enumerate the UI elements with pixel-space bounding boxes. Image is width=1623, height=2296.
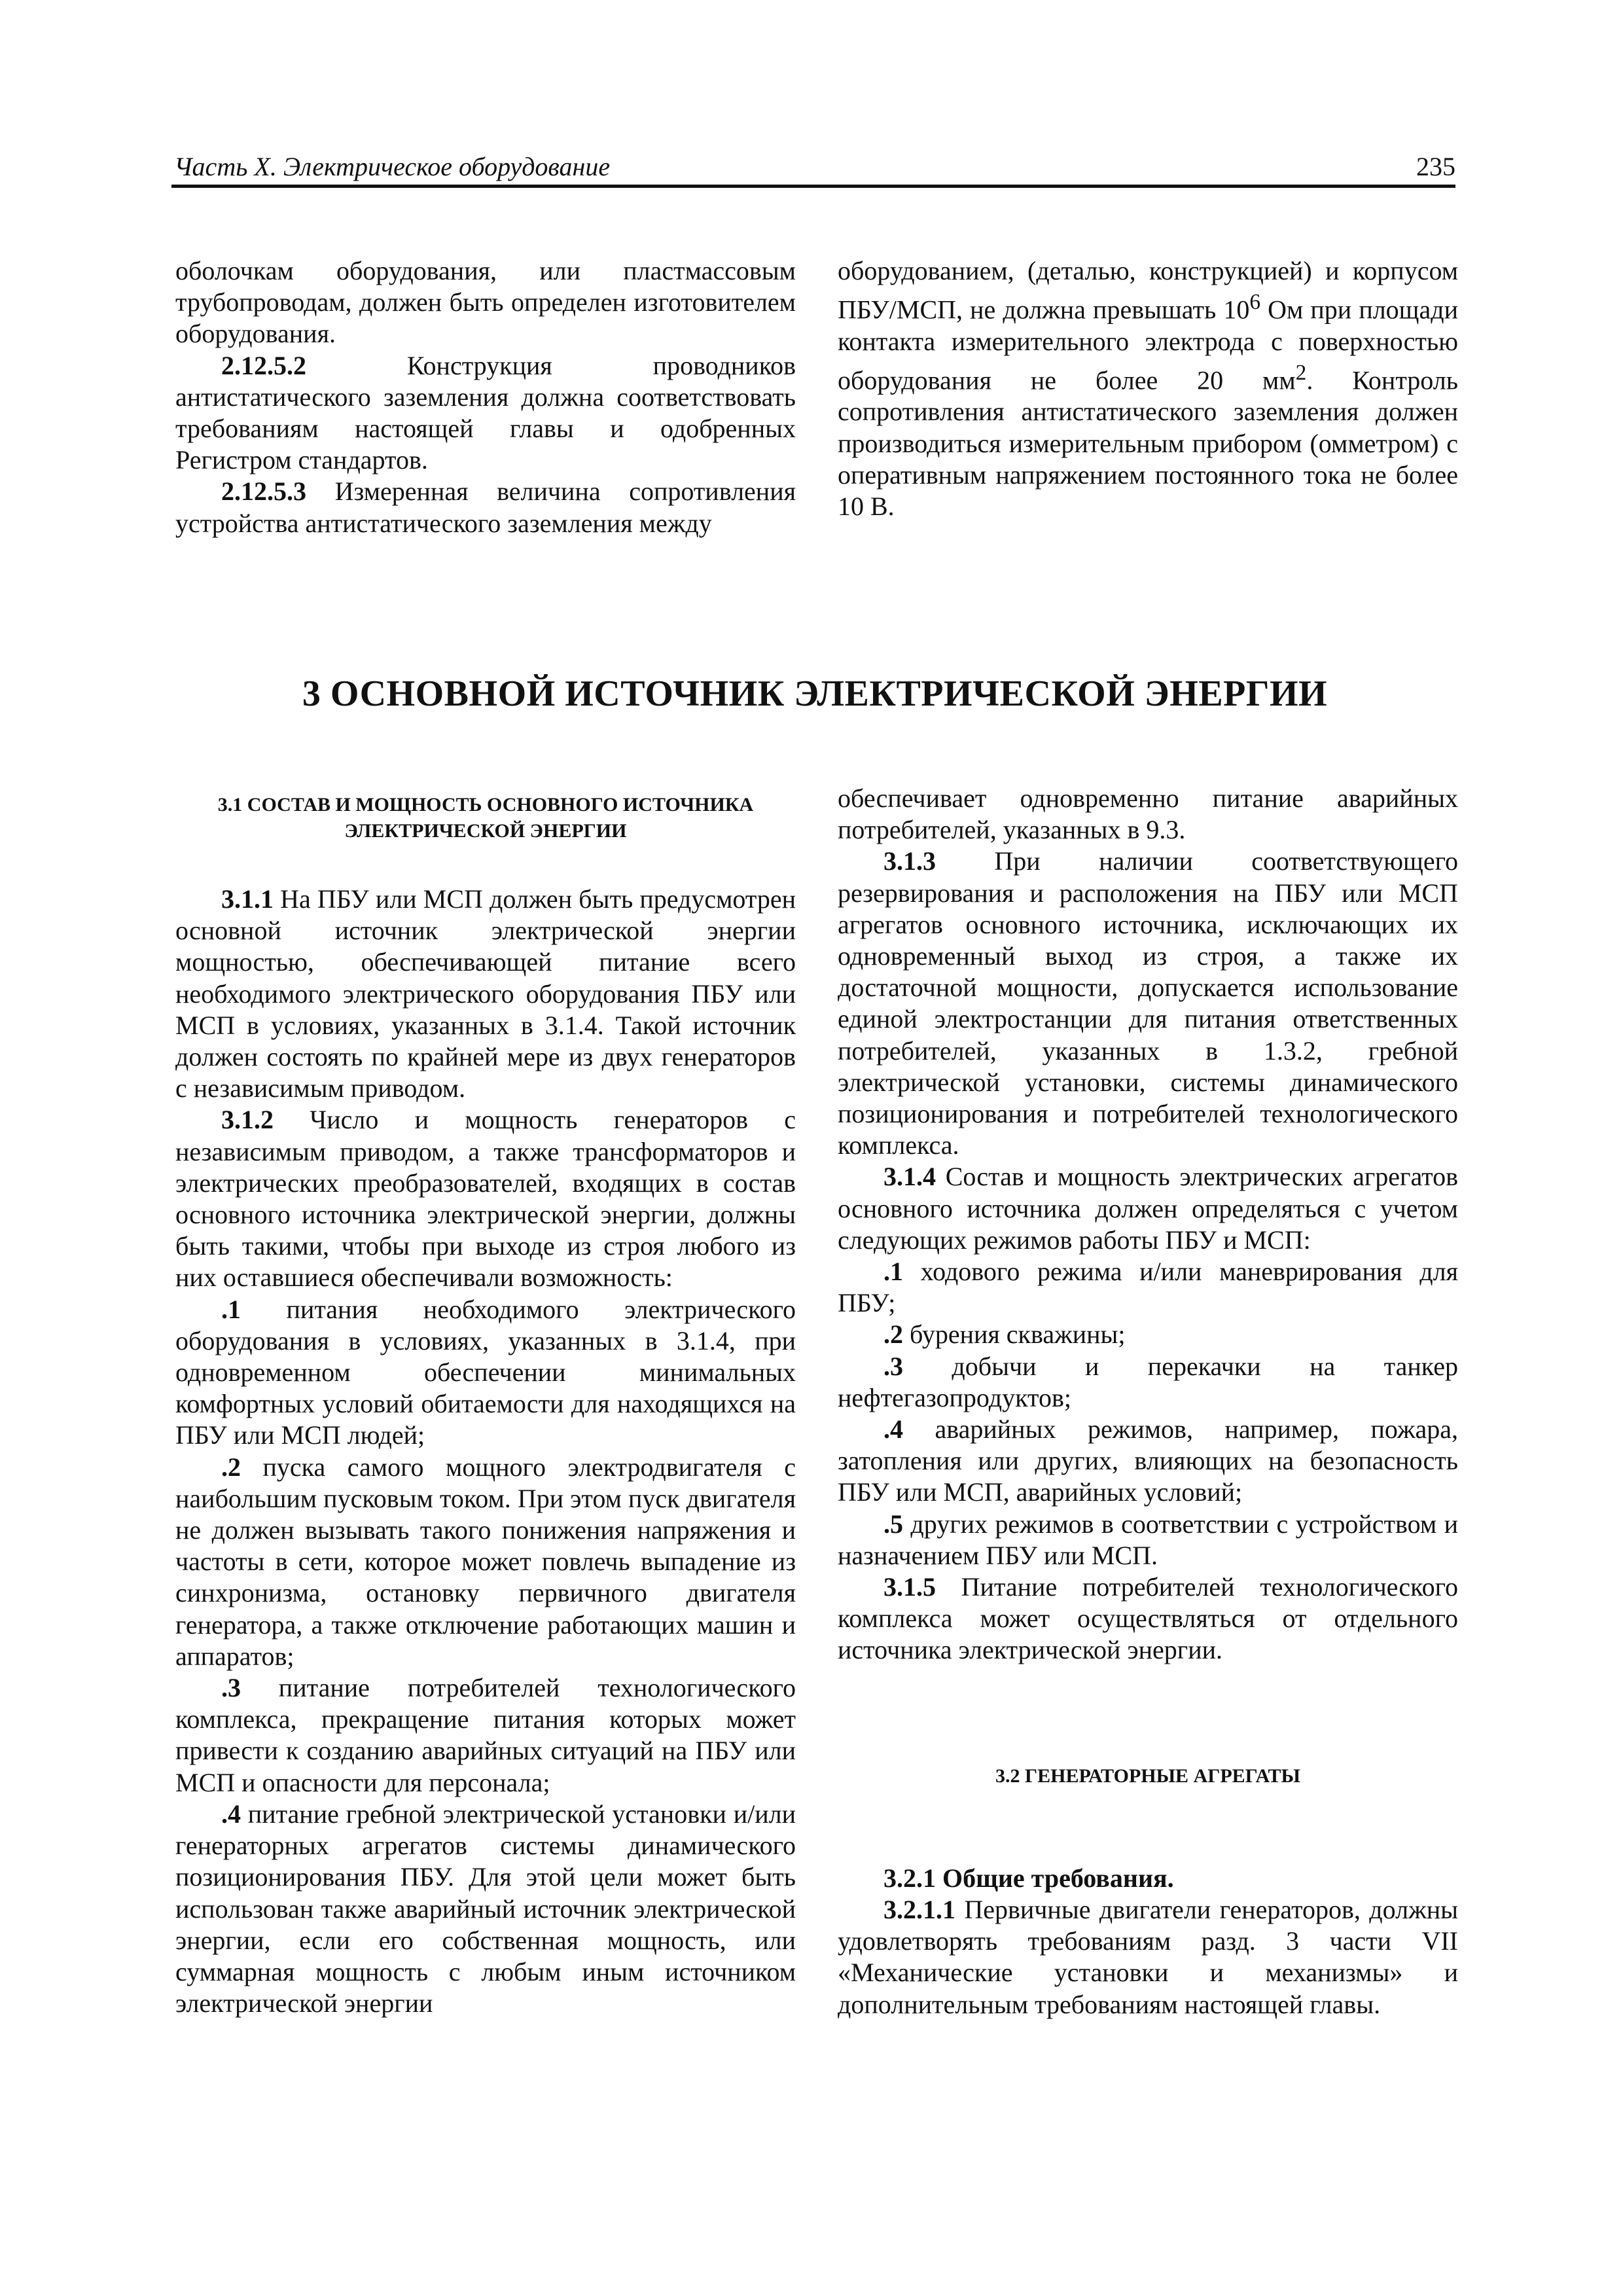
paragraph: 3.2.1.1 Первичные двигатели генераторов, должны удовлетворять требованиям разд. 3 части VII «Механические установки и механизмы» и дополнительным требованиям настоящей главы. [838,1894,1458,2019]
section-title: 3.1 СОСТАВ И МОЩНОСТЬ ОСНОВНОГО ИСТОЧНИКА ЭЛЕКТРИЧЕСКОЙ ЭНЕРГИИ [217,794,754,842]
subsection-heading: 3.2.1 Общие требования. [883,1863,1174,1893]
paragraph: оборудованием, (деталью, конструкцией) и корпусом ПБУ/МСП, не должна превышать $10^6$ Ом при площади контакта измерительного электрода с поверхностью оборудования не более 20 $мм^2$. Контроль сопротивления антистатического заземления должен производиться измерительным прибором (омметром) с оперативным напряжением постоянного тока не более 10 В. [838,256,1458,522]
list-item: .4 аварийных режимов, например, пожара, затопления или других, влияющих на безопасность ПБУ или МСП, аварийных условий; [838,1414,1458,1507]
section-title-2: 3.2 ГЕНЕРАТОРНЫЕ АГРЕГАТЫ [995,1765,1300,1787]
paragraph: 3.1.1 На ПБУ или МСП должен быть предусмотрен основной источник электрической энергии мощностью, обеспечивающей питание всего необходимого электрического оборудования ПБУ или МСП в условиях, указанных в 3.1.4. Такой источник должен состоять по крайней мере из двух генераторов с независимым приводом. [175,884,796,1103]
list-item: .4 питание гребной электрической установки и/или генераторных агрегатов системы динамического позиционирования ПБУ. Для этой цели может быть использован также аварийный источник электрической энергии, если его собственная мощность, или суммарная мощность с любым иным источником электрической энергии [175,1799,796,2018]
running-title: Часть X. Электрическое оборудование [174,152,611,181]
paragraph: обеспечивает одновременно питание аварийных потребителей, указанных в 9.3. [838,783,1458,845]
list-item: .1 питания необходимого электрического оборудования в условиях, указанных в 3.1.4, при одновременном обеспечении минимальных комфортных условий обитаемости для находящихся на ПБУ или МСП людей; [175,1294,796,1450]
list-item: .3 добычи и перекачки на танкер нефтегазопродуктов; [838,1351,1458,1412]
paragraph: 3.1.3 При наличии соответствующего резервирования и расположения на ПБУ или МСП агрегатов основного источника, исключающих их одновременный выход из строя, а также их достаточной мощности, допускается использование единой электростанции для питания ответственных потребителей, указанных в 1.3.2, гребной электрической установки, системы динамического позиционирования и потребителей технологического комплекса. [838,846,1458,1160]
paragraph: 3.1.4 Состав и мощность электрических агрегатов основного источника должен определяться с учетом следующих режимов работы ПБУ и МСП: [838,1162,1458,1255]
list-item: .3 питание потребителей технологического комплекса, прекращение питания которых может привести к созданию аварийных ситуаций на ПБУ или МСП и опасности для персонала; [175,1673,796,1797]
chapter-title: 3 ОСНОВНОЙ ИСТОЧНИК ЭЛЕКТРИЧЕСКОЙ ЭНЕРГИИ [302,673,1328,714]
list-item: .2 пуска самого мощного электродвигателя с наибольшим пусковым током. При этом пуск двигателя не должен вызывать такого понижения напряжения и частоты в сети, которое может повлечь выпадение из синхронизма, остановку первичного двигателя генератора, а также отключение работающих машин и аппаратов; [175,1452,796,1671]
page-header [171,145,1455,188]
paragraph: 3.1.2 Число и мощность генераторов с независимым приводом, а также трансформаторов и электрических преобразователей, входящих в состав основного источника электрической энергии, должны быть такими, чтобы при выходе из строя любого из них оставшиеся обеспечивали возможность: [175,1105,796,1293]
paragraph: 2.12.5.2 Конструкция проводников антистатического заземления должна соответствовать требованиям настоящей главы и одобренных Регистром стандартов. [175,350,796,475]
right-column [838,783,1458,2020]
list-item: .2 бурения скважины; [883,1319,1126,1350]
top-continuation [175,255,1458,539]
left-column [175,783,796,2020]
paragraph: 2.12.5.3 Измеренная величина сопротивления устройства антистатического заземления между [175,476,796,538]
top-left-column [175,255,796,539]
chapter-body [175,783,1458,2020]
paragraph: оболочкам оборудования, или пластмассовым трубопроводам, должен быть определен изготовителем оборудования. [175,256,796,349]
top-right-column [838,255,1458,539]
list-item: .5 других режимов в соответствии с устройством и назначением ПБУ или МСП. [838,1509,1458,1570]
paragraph: 3.1.5 Питание потребителей технологического комплекса может осуществляться от отдельного источника электрической энергии. [838,1572,1458,1665]
page-number: 235 [1416,152,1455,181]
list-item: .1 ходового режима и/или маневрирования для ПБУ; [838,1257,1458,1318]
